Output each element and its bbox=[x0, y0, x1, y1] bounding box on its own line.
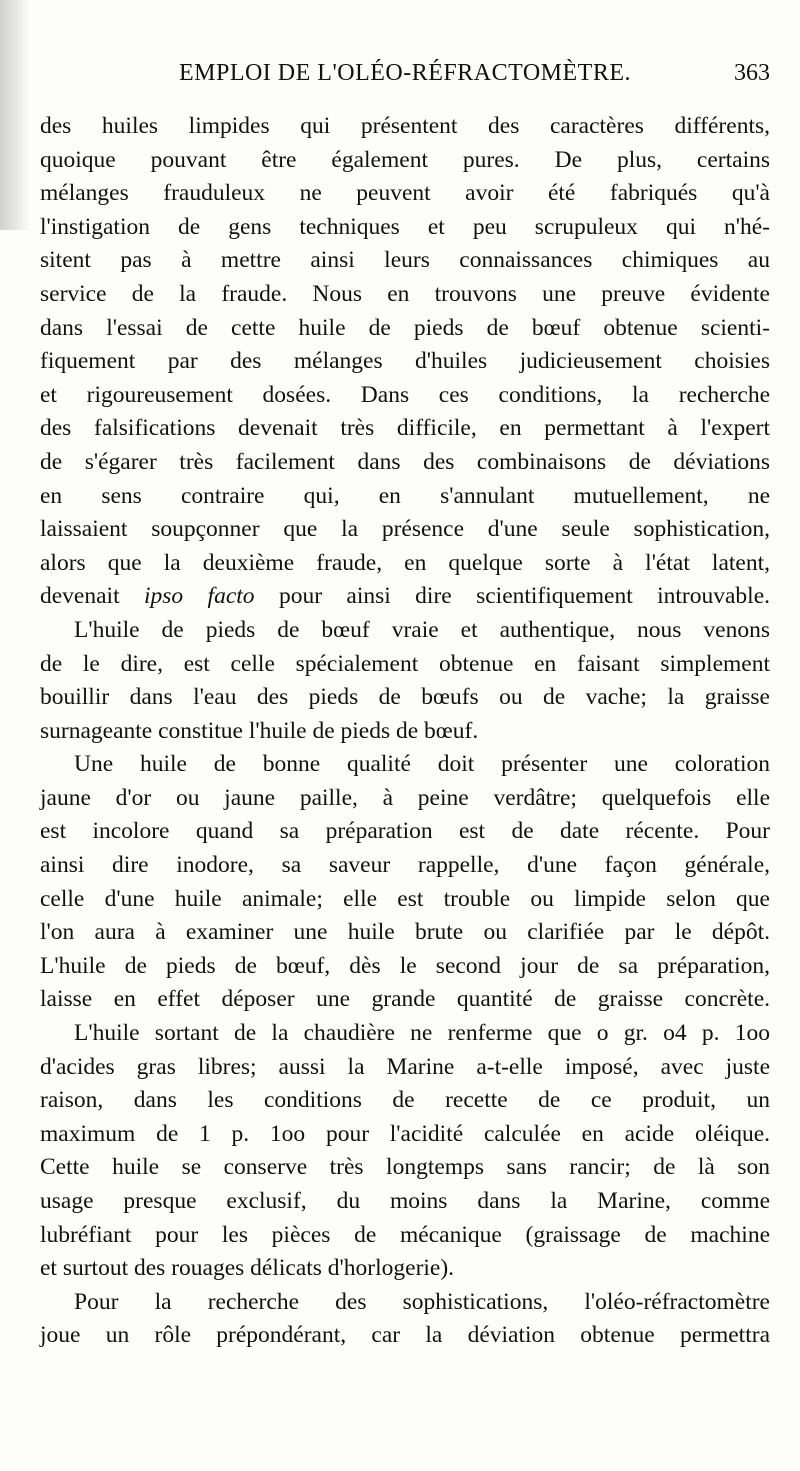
text-line-mixed bbox=[40, 580, 770, 614]
text-line: des huiles limpides qui présentent des caractères différents, bbox=[40, 113, 770, 139]
text-line: Cette huile se conserve très longtemps sans rancir; de là son bbox=[40, 1154, 770, 1181]
paragraph-start-line: Pour la recherche des sophistications, l'oléo-réfractomètre bbox=[74, 1288, 770, 1315]
text-line: de s'égarer très facilement dans des combinaisons de déviations bbox=[40, 448, 770, 475]
body-text bbox=[40, 110, 770, 1353]
text-line: l'on aura à examiner une huile brute ou clarifiée par le dépôt. bbox=[40, 919, 770, 946]
text-line: laissaient soupçonner que la présence d'une seule sophistication, bbox=[40, 516, 770, 543]
text-line: l'instigation de gens techniques et peu scrupuleux qui n'hé- bbox=[40, 213, 770, 240]
text-line: celle d'une huile animale; elle est trouble ou limpide selon que bbox=[40, 885, 770, 912]
paragraph-start-line: L'huile de pieds de bœuf vraie et authentique, nous venons bbox=[74, 616, 770, 643]
text-line: quoique pouvant être également pures. De plus, certains bbox=[40, 146, 770, 173]
scan-shadow bbox=[0, 0, 30, 230]
text-segment: devenait bbox=[40, 583, 120, 610]
text-line: L'huile de pieds de bœuf, dès le second jour de sa préparation, bbox=[40, 952, 770, 979]
text-line: dans l'essai de cette huile de pieds de bœuf obtenue scienti- bbox=[40, 314, 770, 341]
text-line: laisse en effet déposer une grande quantité de graisse concrète. bbox=[40, 986, 770, 1013]
text-line: d'acides gras libres; aussi la Marine a-t-elle imposé, avec juste bbox=[40, 1053, 770, 1080]
text-line: sitent pas à mettre ainsi leurs connaissances chimiques au bbox=[40, 247, 770, 274]
text-line: joue un rôle prépondérant, car la déviation obtenue permettra bbox=[40, 1322, 770, 1349]
text-line: ainsi dire inodore, sa saveur rappelle, d'une façon générale, bbox=[40, 852, 770, 879]
text-line: en sens contraire qui, en s'annulant mutuellement, ne bbox=[40, 482, 770, 509]
paragraph-end-line: et surtout des rouages délicats d'horlogerie). bbox=[40, 1255, 455, 1282]
paragraph-end-line: surnageante constitue l'huile de pieds de bœuf. bbox=[40, 717, 479, 744]
text-line: de le dire, est celle spécialement obtenue en faisant simplement bbox=[40, 650, 770, 677]
running-title: EMPLOI DE L'OLÉO-RÉFRACTOMÈTRE. bbox=[178, 60, 632, 86]
text-line: raison, dans les conditions de recette de ce produit, un bbox=[40, 1087, 770, 1114]
text-line: bouillir dans l'eau des pieds de bœufs ou de vache; la graisse bbox=[40, 684, 770, 711]
text-segment: pour ainsi dire scientifiquement introuvable. bbox=[278, 583, 771, 610]
text-line: est incolore quand sa préparation est de date récente. Pour bbox=[40, 818, 770, 845]
text-line: jaune d'or ou jaune paille, à peine verdâtre; quelquefois elle bbox=[40, 784, 770, 811]
page-number: 363 bbox=[734, 60, 770, 86]
text-line: alors que la deuxième fraude, en quelque sorte à l'état latent, bbox=[40, 549, 770, 576]
text-line: fiquement par des mélanges d'huiles judicieusement choisies bbox=[40, 348, 770, 375]
text-line: usage presque exclusif, du moins dans la Marine, comme bbox=[40, 1188, 770, 1214]
text-line: et rigoureusement dosées. Dans ces conditions, la recherche bbox=[40, 381, 770, 408]
text-line: service de la fraude. Nous en trouvons une preuve évidente bbox=[40, 280, 770, 307]
text-line: maximum de 1 p. 1oo pour l'acidité calculée en acide oléique. bbox=[40, 1120, 770, 1147]
text-line: lubréfiant pour les pièces de mécanique (graissage de machine bbox=[40, 1221, 770, 1248]
paragraph-start-line: Une huile de bonne qualité doit présenter une coloration bbox=[74, 751, 770, 778]
text-line: mélanges frauduleux ne peuvent avoir été fabriqués qu'à bbox=[40, 180, 770, 207]
page-header bbox=[40, 60, 770, 100]
italic-phrase: ipso facto bbox=[144, 583, 255, 610]
paragraph-start-line: L'huile sortant de la chaudière ne renferme que o gr. o4 p. 1oo bbox=[74, 1020, 770, 1047]
text-line: des falsifications devenait très difficile, en permettant à l'expert bbox=[40, 415, 770, 442]
